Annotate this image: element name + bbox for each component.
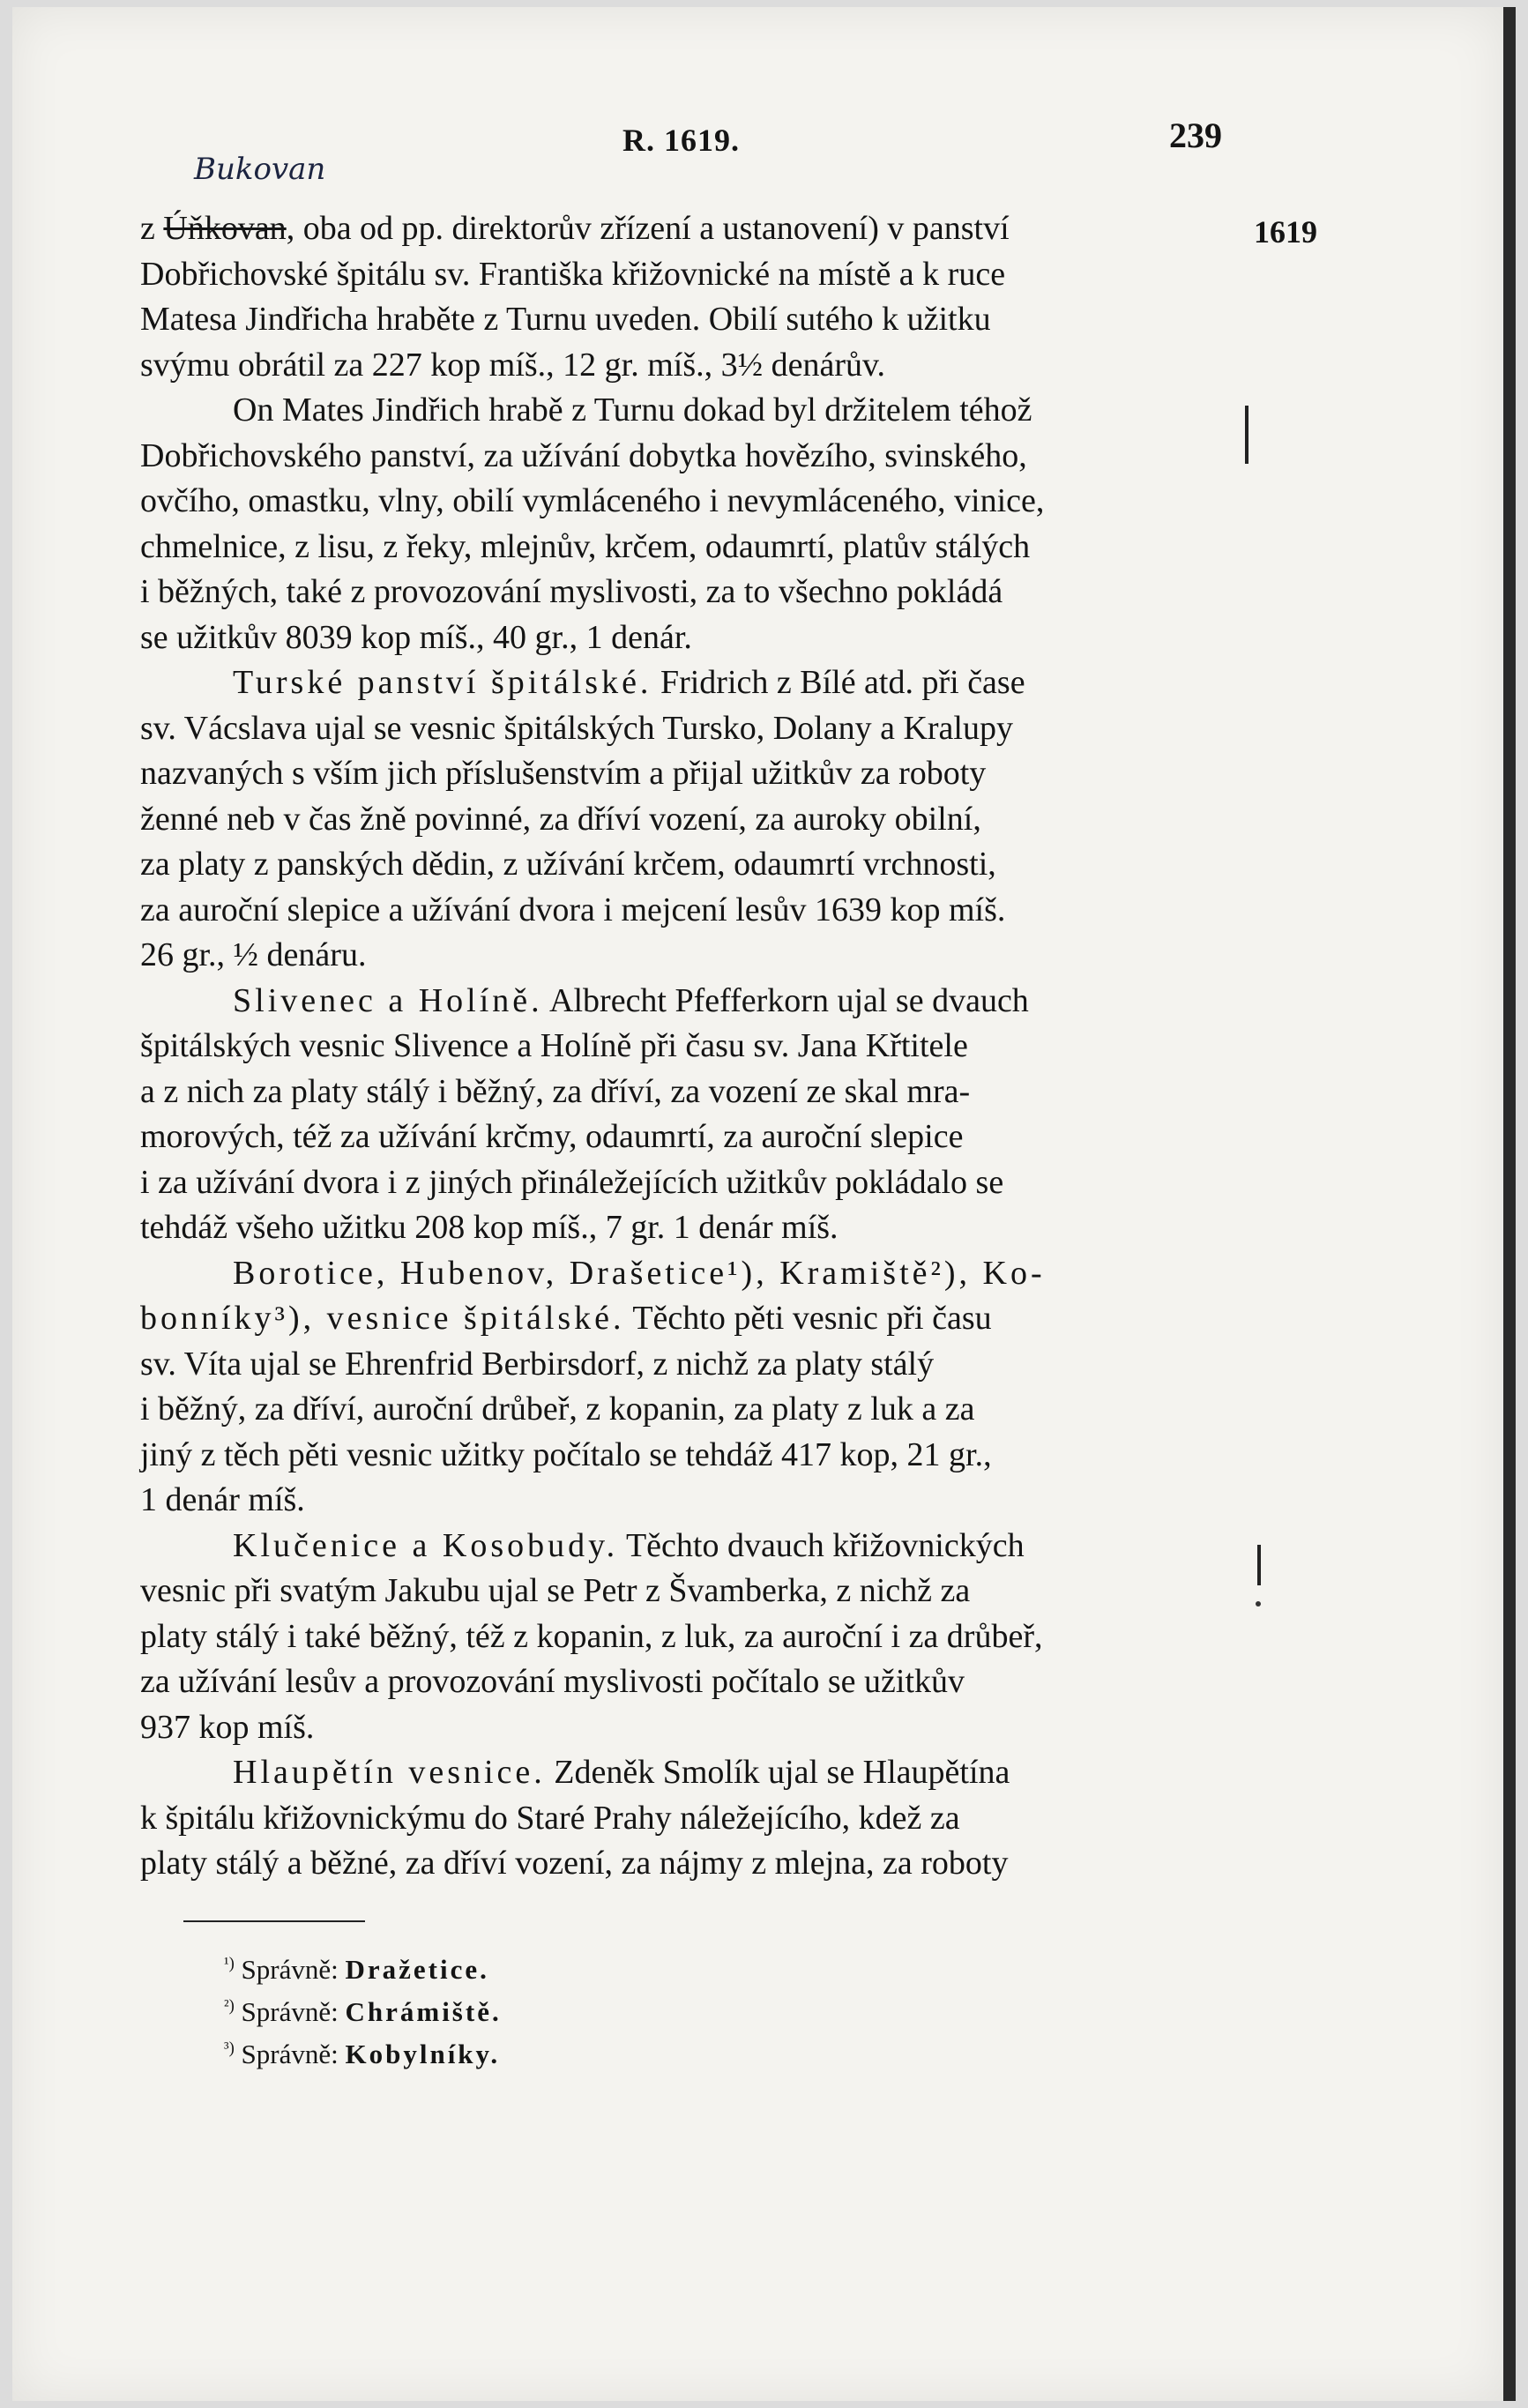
section-heading: Borotice, Hubenov, Drašetice¹), Kramiště²), Ko- [233, 1254, 1046, 1292]
section-heading: Hlaupětín vesnice. [233, 1754, 546, 1791]
line: k špitálu křižovnickýmu do Staré Prahy náležejícího, kdež za [140, 1799, 960, 1837]
book-page [12, 7, 1516, 2401]
section-heading: Klučenice a Kosobudy. [233, 1526, 619, 1564]
paragraph [140, 206, 1232, 388]
line: Dobřichovského panství, za užívání dobytka hovězího, svinského, [140, 436, 1027, 474]
section-heading: Slivenec a Holíně. [233, 981, 543, 1019]
line: On Mates Jindřich hrabě z Turnu dokad byl držitelem téhož [233, 391, 1032, 429]
line: vesnic při svatým Jakubu ujal se Petr z Švamberka, z nichž za [140, 1572, 971, 1609]
line: špitálských vesnic Slivence a Holíně při času sv. Jana Křtitele [140, 1027, 968, 1064]
margin-mark [1257, 1545, 1261, 1585]
body-text [140, 206, 1232, 1887]
line: se užitkův 8039 kop míš., 40 gr., 1 denár. [140, 618, 692, 656]
paragraph: Borotice, Hubenov, Drašetice¹), Kramiště²), Ko- bonníky³), vesnice špitálské. Těchto pěti vesnic při času sv. Víta ujal se Ehrenfrid Berbirsdorf, z nichž za platy stálý i běžný, za dříví, auroční drůbeř, z kopanin, za platy z luk a za jiný z těch pěti vesnic užitky počítalo se tehdáž 417 kop, 21 gr., 1 denár míš. [140, 1254, 1046, 1518]
margin-mark [1245, 406, 1248, 464]
line: 1 denár míš. [140, 1481, 305, 1518]
footnote: $^{^1)}$ Správně: Dražetice. [224, 1954, 489, 1985]
paragraph: Klučenice a Kosobudy. Těchto dvauch křižovnických vesnic při svatým Jakubu ujal se Petr z Švamberka, z nichž za platy stálý i také běžný, též z kopanin, z luk, za auroční i za drůbeř, za užívání lesův a provozování myslivosti počítalo se užitkův 937 kop míš. [140, 1526, 1043, 1746]
line: a z nich za platy stálý i běžný, za dříví, za vození ze skal mra- [140, 1072, 971, 1110]
footnote: $^{^2)}$ Správně: Chrámiště. [224, 1996, 502, 2027]
footnote-rule [183, 1920, 365, 1922]
line: 26 gr., ½ denáru. [140, 936, 367, 973]
line: chmelnice, z lisu, z řeky, mlejnův, krčem, odaumrtí, platův stálých [140, 527, 1031, 565]
struck-word: Úňkovan [163, 210, 287, 247]
footnote: $^{^3)}$ Správně: Kobylníky. [224, 2039, 501, 2069]
line: platy stálý a běžné, za dříví vození, za nájmy z mlejna, za roboty [140, 1845, 1009, 1882]
paragraph: Slivenec a Holíně. Albrecht Pfefferkorn ujal se dvauch špitálských vesnic Slivence a Holíně při času sv. Jana Křtitele a z nich za platy stálý i běžný, za dříví, za vození ze skal mra- morových, též za užívání krčmy, odaumrtí, za auroční slepice i za užívání dvora i z jiných přináležejících užitkův pokládalo se tehdáž všeho užitku 208 kop míš., 7 gr. 1 denár míš. [140, 981, 1029, 1246]
line: i za užívání dvora i z jiných přináležejících užitkův pokládalo se [140, 1163, 1004, 1201]
line: ovčího, omastku, vlny, obilí vymláceného i nevymláceného, vinice, [140, 482, 1045, 519]
line: za platy z panských dědin, z užívání krčem, odaumrtí vrchnosti, [140, 846, 996, 883]
line: z Úňkovan, oba od pp. direktorův zřízení a ustanovení) v panství [140, 210, 1010, 247]
line: sv. Víta ujal se Ehrenfrid Berbirsdorf, z nichž za platy stálý [140, 1345, 935, 1383]
footnotes [224, 1949, 502, 2076]
page-number: 239 [1169, 116, 1222, 155]
line: nazvaných s vším jich příslušenstvím a přijal užitkův za roboty [140, 755, 987, 792]
line: i běžných, také z provozování myslivosti, za to všechno pokládá [140, 573, 1003, 610]
line: za užívání lesův a provozování myslivosti počítalo se užitkův [140, 1663, 965, 1700]
line: tehdáž všeho užitku 208 kop míš., 7 gr. 1 denár míš. [140, 1209, 839, 1246]
line: svýmu obrátil za 227 kop míš., 12 gr. míš., 3½ denárův. [140, 346, 886, 384]
paragraph: Turské panství špitálské. Fridrich z Bílé atd. při čase sv. Vácslava ujal se vesnic špitálských Tursko, Dolany a Kralupy nazvaných s vším jich příslušenstvím a přijal užitkův za roboty ženné neb v čas žně povinné, za dříví vození, za auroky obilní, za platy z panských dědin, z užívání krčem, odaumrtí vrchnosti, za auroční slepice a užívání dvora i mejcení lesův 1639 kop míš. 26 gr., ½ denáru. [140, 664, 1025, 973]
line: za auroční slepice a užívání dvora i mejcení lesův 1639 kop míš. [140, 891, 1006, 928]
line: sv. Vácslava ujal se vesnic špitálských Tursko, Dolany a Kralupy [140, 709, 1013, 747]
line: Dobřichovské špitálu sv. Františka křižovnické na místě a k ruce [140, 255, 1006, 293]
paragraph [140, 388, 1232, 660]
section-heading: Turské panství špitálské. [233, 664, 652, 701]
paragraph: Hlaupětín vesnice. Zdeněk Smolík ujal se Hlaupětína k špitálu křižovnickýmu do Staré Prahy náležejícího, kdež za platy stálý a běžné, za dříví vození, za nájmy z mlejna, za roboty [140, 1754, 1010, 1882]
section-heading-cont: bonníky³), vesnice špitálské. [140, 1300, 625, 1337]
line: ženné neb v čas žně povinné, za dříví vození, za auroky obilní, [140, 800, 981, 838]
line: jiný z těch pěti vesnic užitky počítalo se tehdáž 417 kop, 21 gr., [140, 1435, 992, 1473]
line: i běžný, za dříví, auroční drůbeř, z kopanin, za platy z luk a za [140, 1390, 975, 1428]
margin-dot [1256, 1601, 1261, 1607]
line: platy stálý i také běžný, též z kopanin, z luk, za auroční i za drůbeř, [140, 1617, 1043, 1655]
margin-year: 1619 [1254, 214, 1317, 250]
line: morových, též za užívání krčmy, odaumrtí, za auroční slepice [140, 1118, 964, 1155]
line: Matesa Jindřicha hraběte z Turnu uveden. Obilí sutého k užitku [140, 301, 991, 338]
running-head: R. 1619. [622, 123, 740, 158]
line: 937 kop míš. [140, 1708, 315, 1746]
handwritten-annotation: Bukovan [194, 152, 326, 187]
